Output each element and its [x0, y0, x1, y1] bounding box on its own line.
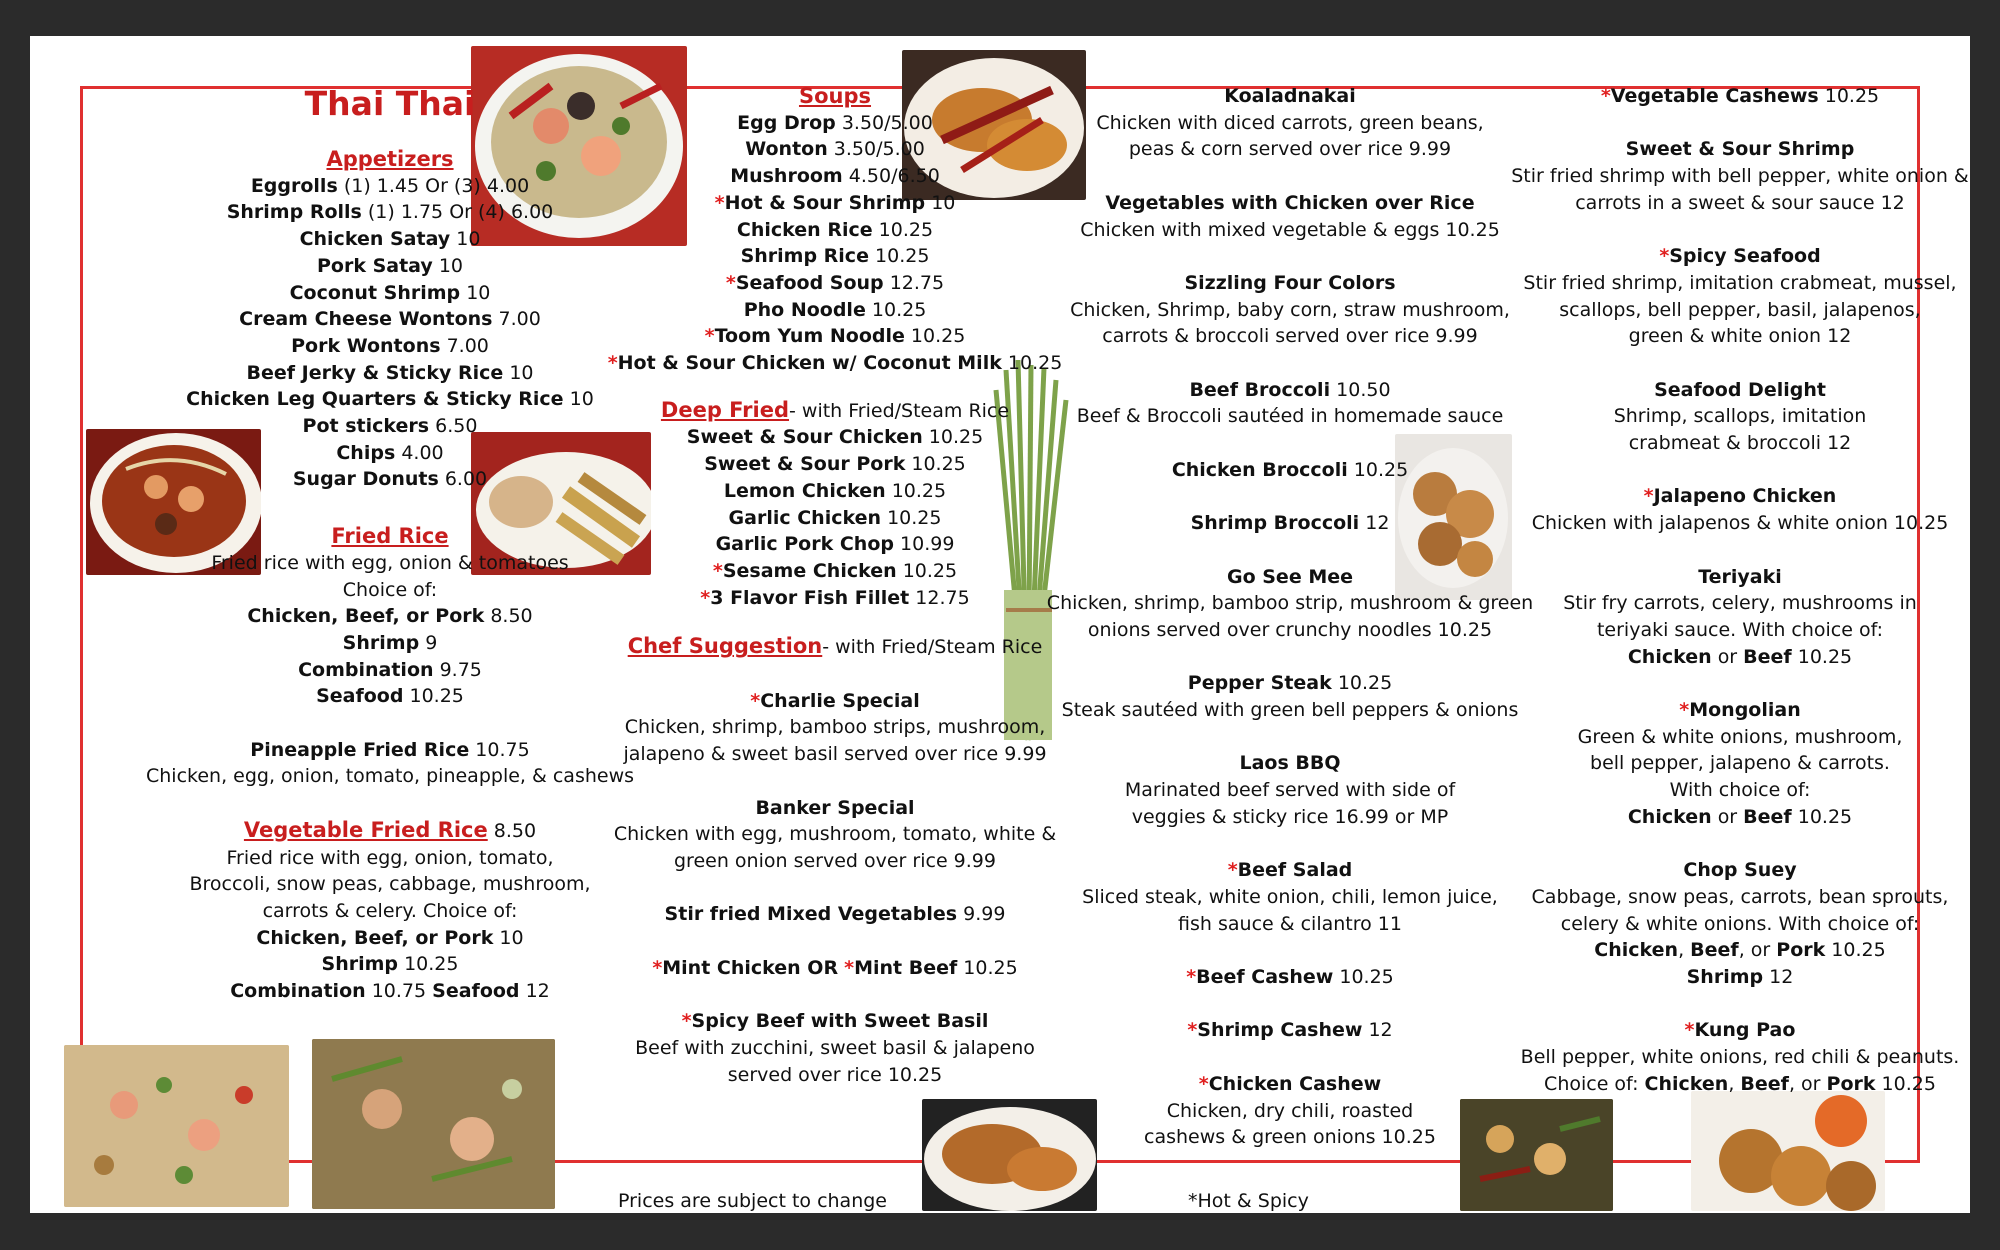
spacer [1030, 350, 1550, 377]
kung-pao-name: *Kung Pao [1684, 1019, 1796, 1042]
soup-item-price: 4.50/6.50 [848, 165, 940, 188]
fried-rice-choice-item-name: Shrimp [342, 631, 420, 654]
entree-item-desc: Chicken, shrimp, bamboo strip, mushroom & green [1046, 592, 1534, 615]
restaurant-title: Thai Thai [304, 84, 476, 123]
appetizer-item-price: 10 [438, 254, 464, 277]
deep-fried-item-price: 10.25 [928, 426, 984, 449]
entree-item-name: Beef Salad [1237, 859, 1353, 882]
deep-fried-item [590, 585, 1080, 612]
appetizer-item [120, 360, 660, 387]
entree-item-name: Chicken Broccoli [1171, 458, 1348, 481]
appetizer-item-name: Beef Jerky & Sticky Rice [246, 361, 504, 384]
column-soups [590, 83, 1080, 1088]
soup-item-price: 10 [931, 191, 956, 214]
soup-item [590, 110, 1080, 137]
appetizer-item-price: (1) 1.45 Or (3) 4.00 [343, 174, 530, 197]
entree-item [1030, 377, 1550, 404]
spicy-beef-desc-1: Beef with zucchini, sweet basil & jalapeno [635, 1036, 1035, 1059]
entree-item-desc: Sliced steak, white onion, chili, lemon juice, [1082, 885, 1498, 908]
soup-item-price: 10.25 [910, 325, 966, 348]
soups-heading: Soups [798, 84, 872, 108]
mongolian-desc-2: bell pepper, jalapeno & carrots. [1590, 752, 1890, 775]
entree-item-desc: Chicken, dry chili, roasted [1166, 1099, 1414, 1122]
soup-item-price: 3.50/5.00 [841, 111, 933, 134]
entree-item-desc: fish sauce & cilantro 11 [1178, 912, 1402, 935]
appetizer-item-price: 7.00 [498, 308, 541, 331]
stir-fry-item-desc: Chicken with jalapenos & white onion 10.25 [1531, 512, 1949, 535]
deep-fried-item-price: 10.25 [891, 479, 947, 502]
soup-item-name: Hot & Sour Shrimp [724, 191, 926, 214]
soup-item [590, 323, 1080, 350]
deep-fried-item-name: Garlic Pork Chop [715, 533, 894, 556]
deep-fried-item-price: 10.25 [911, 453, 966, 476]
fried-rice-photo-1 [64, 1045, 289, 1207]
entree-item-name: Chicken Cashew [1208, 1072, 1382, 1095]
deep-fried-item [590, 424, 1080, 451]
spicy-marker: * [1198, 1072, 1209, 1095]
stir-fry-item [1500, 136, 1970, 163]
spacer [1030, 724, 1550, 751]
veg-fried-rice-desc-2: Broccoli, snow peas, cabbage, mushroom, [189, 873, 591, 896]
teriyaki-desc-2: teriyaki sauce. With choice of: [1596, 618, 1884, 641]
entree-item [1030, 1017, 1550, 1044]
fried-rice-choice-item-name: Combination [298, 658, 434, 681]
entree-item-desc: peas & corn served over rice 9.99 [1128, 138, 1452, 161]
chop-suey-desc-1: Cabbage, snow peas, carrots, bean sprouts, [1531, 885, 1949, 908]
soup-item-price: 10.25 [878, 218, 934, 241]
spicy-marker: * [712, 559, 723, 582]
deep-fried-item-name: Sweet & Sour Chicken [686, 426, 923, 449]
deep-fried-item-name: 3 Flavor Fish Fillet [710, 586, 910, 609]
chop-suey-desc-2: celery & white onions. With choice of: [1560, 912, 1920, 935]
entree-item-name: Shrimp Broccoli [1190, 512, 1360, 535]
spicy-beef-desc-2: served over rice 10.25 [727, 1063, 943, 1086]
appetizer-item [120, 199, 660, 226]
appetizer-item [120, 333, 660, 360]
spacer [1500, 110, 1970, 137]
entree-item-name: Pepper Steak [1187, 672, 1332, 695]
teriyaki-choices: Chicken or Beef 10.25 [1627, 645, 1853, 668]
stir-fry-item-desc: Stir fried shrimp with bell pepper, white onion & [1511, 165, 1969, 188]
appetizer-item-price: 6.00 [444, 468, 488, 491]
appetizer-item [120, 466, 660, 493]
soup-item [590, 163, 1080, 190]
fried-rice-choice-item-price: 9.75 [439, 658, 482, 681]
stir-fry-item-desc: Stir fried shrimp, imitation crabmeat, mussel, [1523, 271, 1957, 294]
soup-item-price: 12.75 [889, 271, 945, 294]
charlie-special: *Charlie Special [750, 689, 920, 712]
spicy-marker: * [1227, 859, 1238, 882]
entree-item-desc: veggies & sticky rice 16.99 or MP [1131, 805, 1449, 828]
soup-item-name: Toom Yum Noodle [714, 325, 905, 348]
entree-item-name: Shrimp Cashew [1197, 1019, 1363, 1042]
kung-pao-desc: Bell pepper, white onions, red chili & peanuts. [1520, 1046, 1960, 1069]
spacer [1030, 991, 1550, 1018]
stir-fry-item-desc: scallops, bell pepper, basil, jalapenos, [1559, 298, 1921, 321]
veg-fried-rice-choice-1: Chicken, Beef, or Pork 10 [256, 926, 524, 949]
soup-item-name: Hot & Sour Chicken w/ Coconut Milk [617, 352, 1002, 375]
soup-item [590, 190, 1080, 217]
chop-suey-shrimp: Shrimp 12 [1686, 966, 1794, 989]
entree-item [1030, 1071, 1550, 1098]
soup-item [590, 243, 1080, 270]
soup-item [590, 297, 1080, 324]
deep-fried-item-name: Sesame Chicken [722, 559, 897, 582]
prices-note: Prices are subject to change [618, 1190, 887, 1212]
fried-rice-choice-item [120, 657, 660, 684]
fried-rice-choice-label: Choice of: [342, 578, 438, 601]
fried-rice-choice-item-price: 10.25 [409, 685, 464, 708]
banker-special-desc-1: Chicken with egg, mushroom, tomato, white & [613, 823, 1057, 846]
entree-item [1030, 564, 1550, 591]
teriyaki-name: Teriyaki [1698, 565, 1782, 588]
hot-spicy-note: *Hot & Spicy [1188, 1190, 1309, 1212]
fried-rice-desc: Fried rice with egg, onion & tomatoes [211, 551, 569, 574]
appetizer-item-name: Pork Wontons [291, 334, 441, 357]
stir-fry-item-desc: crabmeat & broccoli 12 [1628, 432, 1852, 455]
entree-item-desc: Marinated beef served with side of [1124, 779, 1456, 802]
entree-item-price: 12 [1368, 1019, 1393, 1042]
stir-fry-item-name: Sweet & Sour Shrimp [1625, 138, 1855, 161]
banker-special: Banker Special [755, 796, 915, 819]
stir-fry-item-name: Spicy Seafood [1669, 245, 1821, 268]
stir-fry-item [1500, 483, 1970, 510]
soup-item-name: Seafood Soup [735, 271, 884, 294]
spacer [1500, 457, 1970, 484]
coconut-shrimp-photo [1691, 1091, 1885, 1211]
appetizer-item-price: (1) 1.75 Or (4) 6.00 [367, 201, 554, 224]
stir-fry-item-price: 10.25 [1824, 85, 1880, 107]
spacer [1030, 1044, 1550, 1071]
entree-item [1030, 750, 1550, 777]
fried-rice-choice-item-price: 8.50 [490, 605, 533, 628]
deep-fried-item-name: Sweet & Sour Pork [704, 453, 906, 476]
entree-item [1030, 270, 1550, 297]
deep-fried-item-price: 10.99 [900, 533, 955, 556]
appetizer-item-price: 10 [456, 228, 481, 251]
appetizer-item-name: Shrimp Rolls [226, 201, 362, 224]
stir-fry-item-desc: Shrimp, scallops, imitation [1613, 405, 1867, 428]
deep-fried-item [590, 558, 1080, 585]
soup-item-name: Chicken Rice [736, 218, 873, 241]
deep-fried-item-name: Lemon Chicken [723, 479, 886, 502]
soup-item-name: Shrimp Rice [740, 245, 869, 268]
fried-rice-choice-item [120, 603, 660, 630]
banker-special-desc-2: green onion served over rice 9.99 [674, 849, 996, 872]
entree-item-name: Sizzling Four Colors [1184, 271, 1396, 294]
entree-item-price: 10.25 [1339, 966, 1394, 989]
charlie-special-desc-2: jalapeno & sweet basil served over rice 9.99 [623, 743, 1047, 766]
veg-fried-rice-choice-3: Combination 10.75 Seafood 12 [230, 980, 550, 1003]
spacer [1030, 537, 1550, 564]
soup-item [590, 270, 1080, 297]
appetizer-item-name: Cream Cheese Wontons [239, 308, 493, 331]
soup-item-price: 3.50/5.00 [833, 138, 925, 161]
appetizer-item [120, 440, 660, 467]
mint-chicken-beef: *Mint Chicken OR *Mint Beef 10.25 [652, 956, 1018, 979]
appetizer-item [120, 386, 660, 413]
charlie-special-desc-1: Chicken, shrimp, bamboo strips, mushroom, [624, 716, 1046, 739]
menu-page [30, 36, 1970, 1213]
stir-fry-item-name: Seafood Delight [1654, 378, 1826, 401]
appetizer-item-price: 7.00 [446, 334, 489, 357]
spicy-marker: * [1186, 966, 1197, 989]
stir-fry-item-name: Vegetable Cashews [1610, 85, 1819, 107]
column-appetizers [120, 80, 660, 1005]
entree-item-price: 10.50 [1336, 378, 1391, 401]
pineapple-fried-rice-desc: Chicken, egg, onion, tomato, pineapple, & cashews [145, 765, 635, 788]
entree-item [1030, 857, 1550, 884]
mongolian-desc-3: With choice of: [1669, 779, 1811, 802]
spacer [1030, 163, 1550, 190]
appetizer-item [120, 280, 660, 307]
appetizer-item-price: 10 [466, 281, 491, 304]
entree-item-desc: cashews & green onions 10.25 [1144, 1126, 1436, 1149]
deep-fried-item-name: Garlic Chicken [728, 506, 882, 529]
appetizer-item-name: Coconut Shrimp [289, 281, 461, 304]
soup-item-price: 10.25 [875, 245, 930, 268]
kung-pao-choices: Choice of: Chicken, Beef, or Pork 10.25 [1544, 1072, 1936, 1095]
entree-item-name: Beef Cashew [1196, 966, 1334, 989]
fried-rice-choice-item-name: Seafood [316, 685, 404, 708]
entree-item [1030, 670, 1550, 697]
appetizer-item-price: 10 [509, 361, 534, 384]
entree-item-desc: Chicken with diced carrots, green beans, [1096, 111, 1484, 134]
deep-fried-item [590, 451, 1080, 478]
veg-fried-rice-desc-3: carrots & celery. Choice of: [262, 899, 518, 922]
stir-fried-mixed-vegetables: Stir fried Mixed Vegetables 9.99 [664, 903, 1006, 926]
spicy-marker: * [704, 325, 715, 348]
entree-item-price: 12 [1365, 512, 1390, 535]
appetizer-item-name: Chicken Leg Quarters & Sticky Rice [186, 388, 564, 411]
fried-rice-choice-item-name: Chicken, Beef, or Pork [247, 605, 485, 628]
appetizer-item-price: 4.00 [401, 441, 444, 464]
stir-fry-item [1500, 377, 1970, 404]
entree-item-name: Laos BBQ [1239, 752, 1341, 775]
spicy-marker: * [700, 586, 711, 609]
appetizer-item [120, 173, 660, 200]
entree-item-desc: Steak sautéed with green bell peppers & onions [1061, 699, 1519, 722]
entree-item [1030, 964, 1550, 991]
stir-fry-item-desc: carrots in a sweet & sour sauce 12 [1575, 191, 1905, 214]
deep-fried-item [590, 531, 1080, 558]
deep-fried-item-price: 12.75 [915, 586, 970, 609]
spacer [1030, 937, 1550, 964]
appetizer-item [120, 253, 660, 280]
spacer [1030, 644, 1550, 671]
deep-fried-item-price: 10.25 [902, 559, 958, 582]
spacer [1500, 217, 1970, 244]
spacer [1030, 243, 1550, 270]
mongolian-choices: Chicken or Beef 10.25 [1627, 805, 1853, 828]
appetizer-item-name: Pork Satay [316, 254, 433, 277]
appetizers-heading: Appetizers [326, 147, 454, 171]
vegetable-fried-rice-heading: Vegetable Fried Rice 8.50 [243, 817, 537, 842]
fried-rice-photo-2 [312, 1039, 555, 1209]
deep-fried-item [590, 478, 1080, 505]
deep-fried-item [590, 505, 1080, 532]
entree-item-name: Vegetables with Chicken over Rice [1105, 191, 1475, 214]
fried-rice-heading: Fried Rice [331, 524, 449, 549]
mongolian-desc-1: Green & white onions, mushroom, [1577, 725, 1903, 748]
spicy-marker: * [1600, 85, 1611, 107]
appetizer-item-name: Sugar Donuts [292, 468, 439, 491]
appetizer-item-price: 10 [569, 388, 594, 411]
stir-fry-item [1500, 83, 1970, 110]
deep-fried-heading: Deep Fried- with Fried/Steam Rice [660, 397, 1010, 422]
soup-item [590, 136, 1080, 163]
spicy-marker: * [1187, 1019, 1198, 1042]
spicy-marker: * [725, 271, 736, 294]
entree-item [1030, 457, 1550, 484]
column-entrees [1030, 83, 1550, 1151]
teriyaki-desc-1: Stir fry carrots, celery, mushrooms in [1563, 592, 1917, 615]
entree-item-desc: Chicken, Shrimp, baby corn, straw mushroom, [1070, 298, 1510, 321]
stir-fry-item-name: Jalapeno Chicken [1653, 485, 1837, 508]
stir-fry-item-desc: green & white onion 12 [1628, 325, 1852, 348]
fried-rice-choice-item-price: 9 [425, 631, 438, 654]
appetizer-item [120, 306, 660, 333]
appetizer-item [120, 226, 660, 253]
soup-item-price: 10.25 [871, 298, 927, 321]
soup-item [590, 217, 1080, 244]
appetizer-item-price: 6.50 [435, 415, 478, 438]
entree-item [1030, 83, 1550, 110]
soup-item-name: Egg Drop [737, 111, 836, 134]
appetizer-item-name: Eggrolls [250, 174, 338, 197]
fried-rice-choice-item [120, 630, 660, 657]
column-stir-fry [1500, 83, 1970, 1098]
veg-fried-rice-choice-2: Shrimp 10.25 [321, 953, 459, 976]
spicy-marker: * [714, 191, 725, 214]
entree-item-name: Beef Broccoli [1189, 378, 1331, 401]
soup-item-price: 10.25 [1007, 352, 1063, 375]
chef-suggestion-heading: Chef Suggestion- with Fried/Steam Rice [627, 634, 1043, 659]
appetizer-item-name: Chicken Satay [299, 228, 451, 251]
mongolian-name: *Mongolian [1679, 699, 1801, 722]
appetizer-item-name: Pot stickers [302, 415, 430, 438]
chop-suey-choices: Chicken, Beef, or Pork 10.25 [1594, 939, 1886, 962]
appetizer-item [120, 413, 660, 440]
entree-item-desc: Beef & Broccoli sautéed in homemade sauce [1076, 405, 1504, 428]
entree-item-desc: Chicken with mixed vegetable & eggs 10.25 [1080, 218, 1500, 241]
entree-item-desc: onions served over crunchy noodles 10.25 [1087, 618, 1493, 641]
spicy-marker: * [607, 352, 618, 375]
soup-item [590, 350, 1080, 377]
entree-item-price: 10.25 [1337, 672, 1393, 695]
spicy-marker: * [1659, 245, 1670, 268]
entree-item [1030, 510, 1550, 537]
spacer [1500, 350, 1970, 377]
veg-fried-rice-desc-1: Fried rice with egg, onion, tomato, [226, 846, 554, 869]
chop-suey-name: Chop Suey [1683, 859, 1797, 882]
pineapple-fried-rice: Pineapple Fried Rice 10.75 [250, 738, 530, 761]
spicy-beef-sweet-basil: *Spicy Beef with Sweet Basil [681, 1010, 989, 1033]
spacer [1030, 430, 1550, 457]
soup-item-name: Pho Noodle [743, 298, 866, 321]
spicy-marker: * [1643, 485, 1654, 508]
entree-item [1030, 190, 1550, 217]
appetizer-item-name: Chips [336, 441, 396, 464]
soup-item-name: Wonton [745, 138, 828, 161]
stir-fry-item [1500, 243, 1970, 270]
entree-item-name: Koaladnakai [1224, 85, 1356, 107]
entree-item-price: 10.25 [1353, 458, 1409, 481]
spacer [1030, 831, 1550, 858]
deep-fried-item-price: 10.25 [887, 506, 942, 529]
entree-item-name: Go See Mee [1226, 565, 1353, 588]
fried-rice-choice-item [120, 683, 660, 710]
soup-item-name: Mushroom [730, 165, 843, 188]
entree-item-desc: carrots & broccoli served over rice 9.99 [1102, 325, 1478, 348]
spacer [1030, 483, 1550, 510]
